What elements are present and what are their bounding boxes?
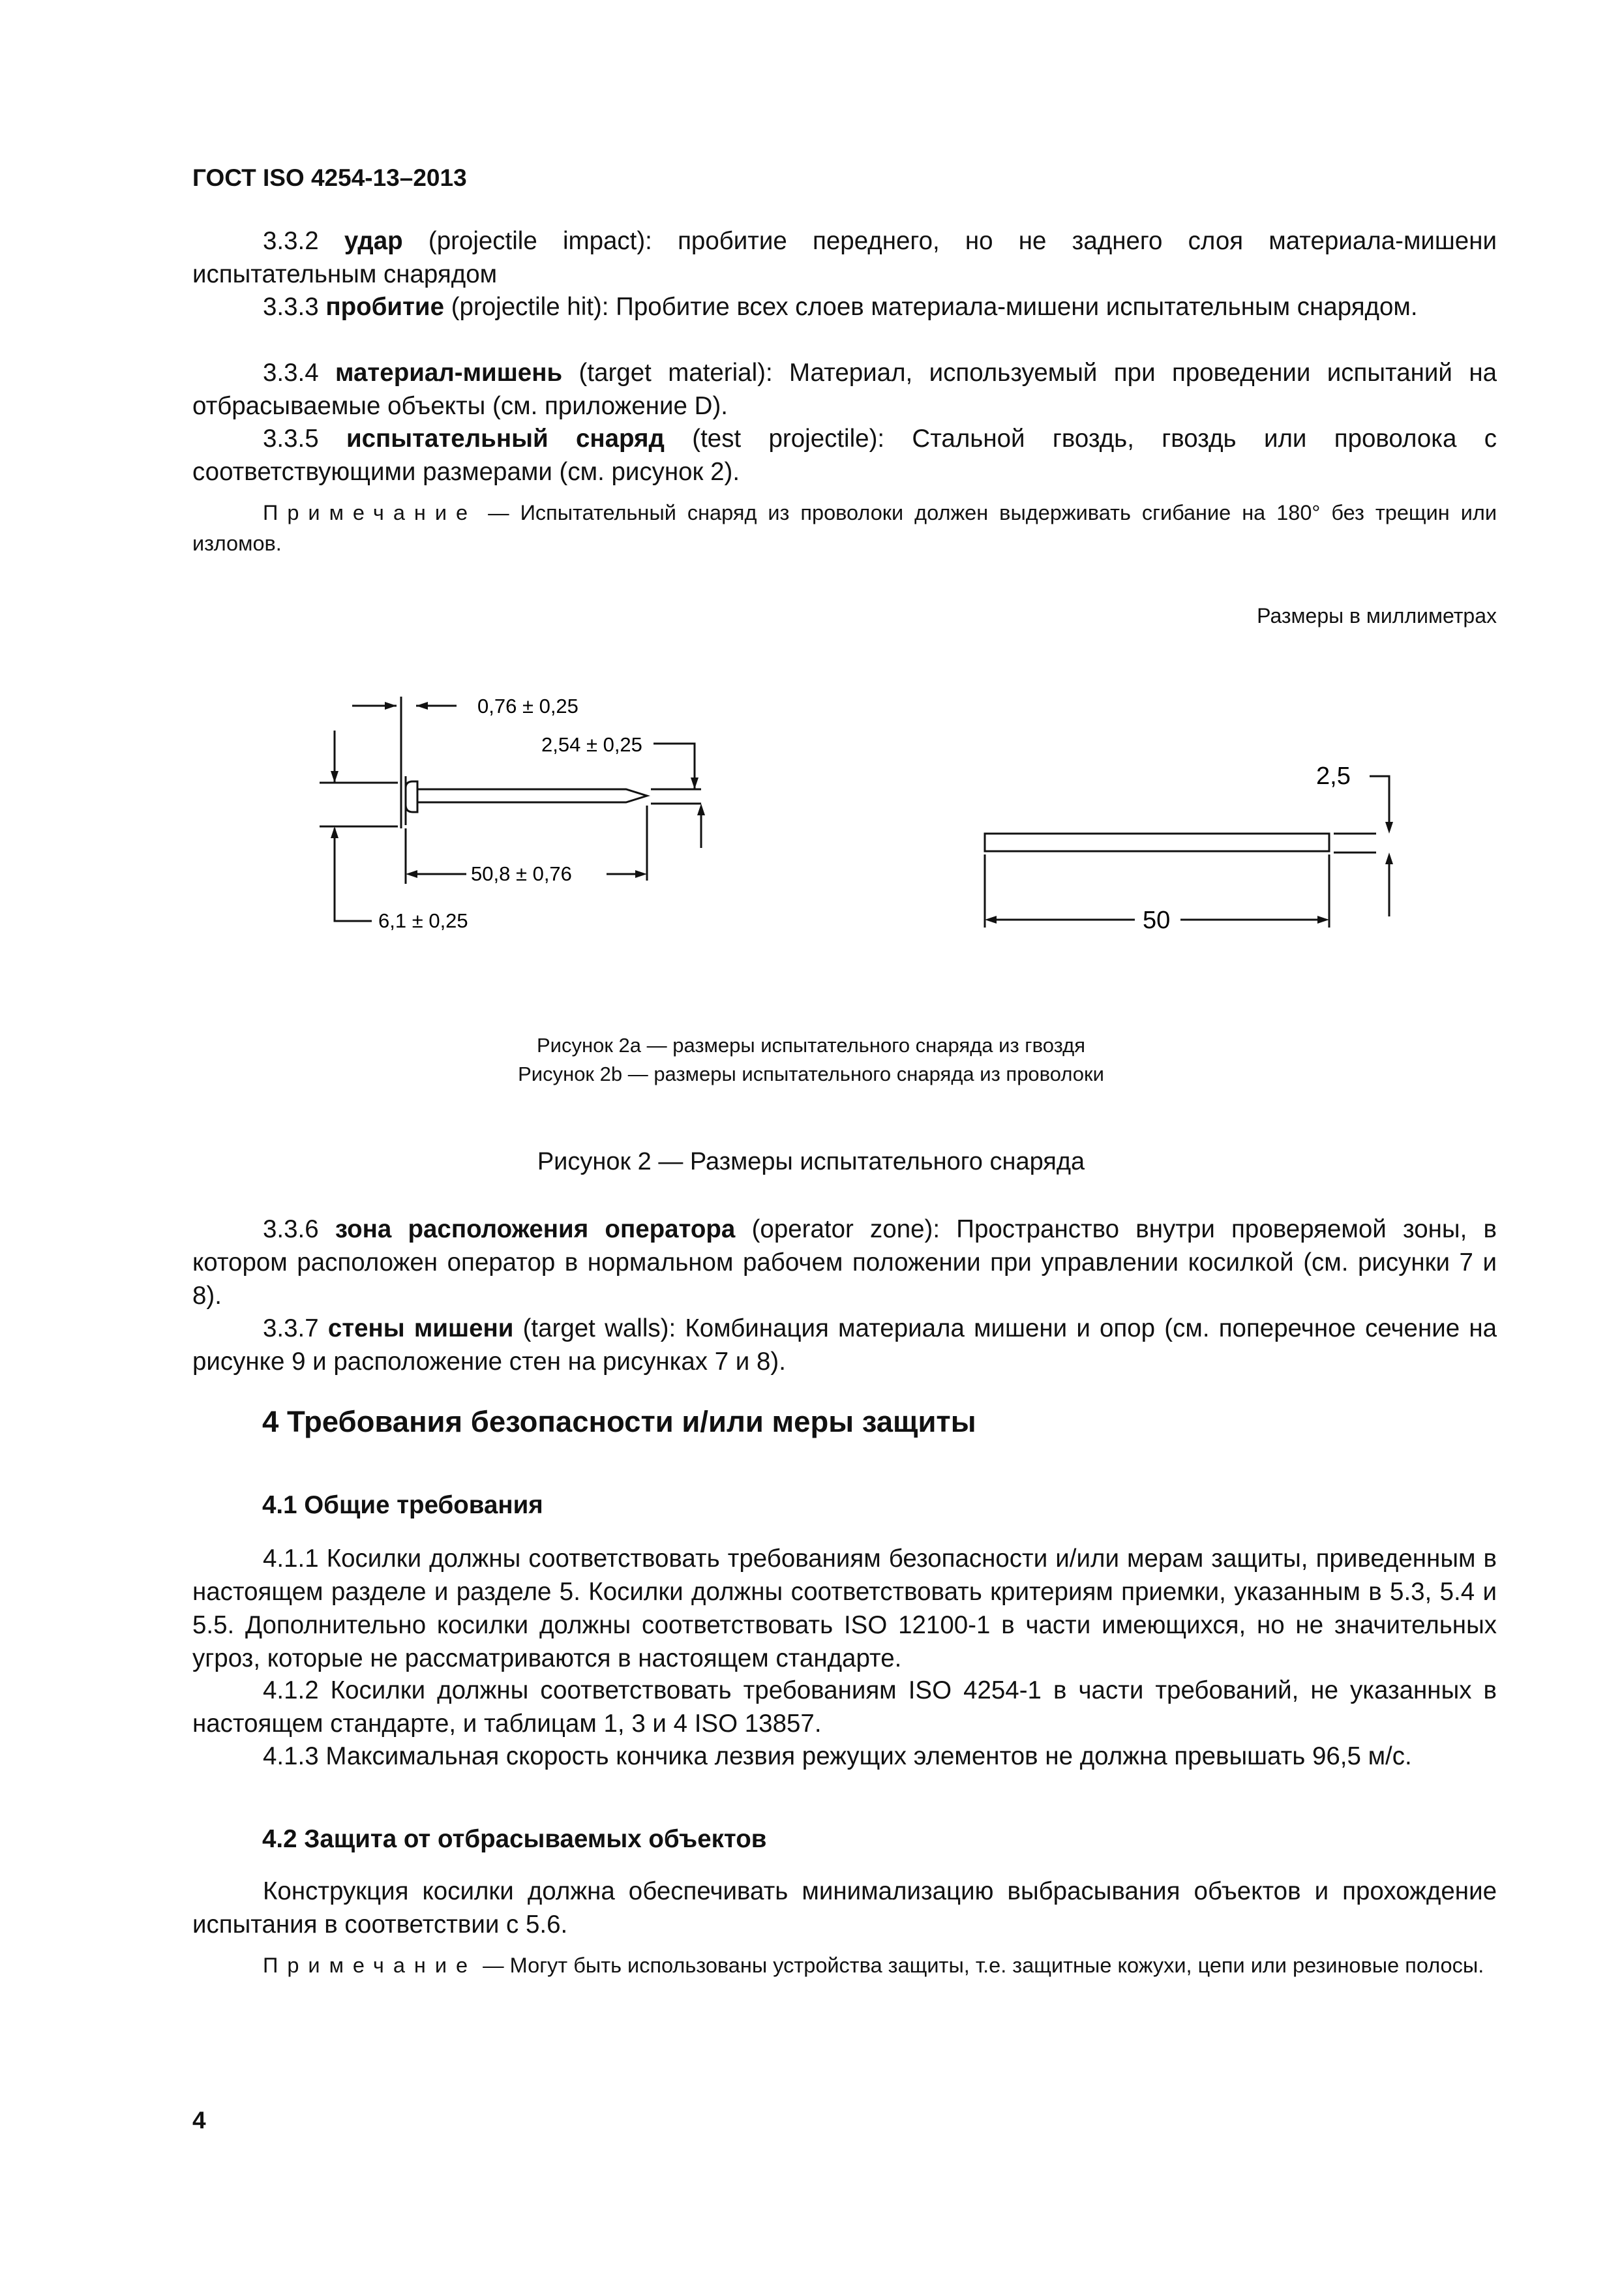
term-name: удар xyxy=(344,227,403,255)
term-paragraph: 3.3.4 материал-мишень (target material): Материал, используемый при проведении испытаний на отбрасываемые объекты (см. приложение D). xyxy=(192,359,1497,420)
section-heading: 4 Требования безопасности и/или меры защиты xyxy=(262,1405,976,1438)
paragraph: 4.1.3 Максимальная скорость кончика лезвия режущих элементов не должна превышать 96,5 м/с. xyxy=(263,1742,1412,1770)
paragraph: 4.1.2 Косилки должны соответствовать требованиям ISO 4254-1 в части требований, не указанных в настоящем стандарте, и таблицам 1, 3 и 4 ISO 13857. xyxy=(192,1676,1497,1738)
figure-caption: Рисунок 2 — Размеры испытательного снаряда xyxy=(537,1148,1085,1175)
term-paragraph: 3.3.7 стены мишени (target walls): Комбинация материала мишени и опор (см. поперечное сечение на рисунке 9 и расположение стен на рисунках 7 и 8). xyxy=(192,1314,1497,1376)
term-paragraph: 3.3.2 удар (projectile impact): пробитие переднего, но не заднего слоя материала-мишени испытательным снарядом xyxy=(192,227,1497,288)
dim-wire-length: 50 xyxy=(1143,907,1171,934)
caption-2b: Рисунок 2b — размеры испытательного снаряда из проволоки xyxy=(518,1063,1104,1085)
term-name: зона расположения оператора xyxy=(335,1215,736,1243)
term-name: стены мишени xyxy=(327,1314,514,1342)
term-name: пробитие xyxy=(325,293,445,321)
document-header: ГОСТ ISO 4254-13–2013 xyxy=(192,164,467,191)
note: Примечание — Могут быть использованы устройства защиты, т.е. защитные кожухи, цепи или резиновые полосы. xyxy=(263,1954,1484,1977)
dim-length: 50,8 ± 0,76 xyxy=(471,862,572,885)
subsection-heading: 4.1 Общие требования xyxy=(262,1491,543,1519)
term-name: материал-мишень xyxy=(335,359,563,387)
term-name: испытательный снаряд xyxy=(346,425,665,453)
note-label: Примечание xyxy=(263,501,477,524)
note: Примечание — Испытательный снаряд из проволоки должен выдерживать сгибание на 180° без трещин или изломов. xyxy=(192,501,1497,555)
term-paragraph: 3.3.6 зона расположения оператора (operator zone): Пространство внутри проверяемой зоны, в котором расположен оператор в нормальном рабочем положении при управлении косилкой (см. рисунки 7 и 8). xyxy=(192,1215,1497,1310)
page-number: 4 xyxy=(192,2107,206,2134)
figure-2a-nail-drawing xyxy=(320,678,750,939)
paragraph: Конструкция косилки должна обеспечивать минимализацию выбрасывания объектов и прохождение испытания в соответствии с 5.6. xyxy=(192,1877,1497,1939)
paragraph: 4.1.1 Косилки должны соответствовать требованиям безопасности и/или мерам защиты, приведенным в настоящем разделе и разделе 5. Косилки должны соответствовать критериям приемки, указанным в 5.3, 5.4 и 5.5. Дополнительно косилки должны соответствовать ISO 12100-1 в части имеющихся, но не значительных угроз, которые не рассматриваются в настоящем стандарте. xyxy=(192,1545,1497,1672)
caption-2a: Рисунок 2a — размеры испытательного снаряда из гвоздя xyxy=(536,1034,1086,1057)
figure-2b-wire-drawing xyxy=(972,744,1428,939)
dim-head: 6,1 ± 0,25 xyxy=(378,909,468,932)
term-paragraph: 3.3.3 пробитие (projectile hit): Пробитие всех слоев материала-мишени испытательным снарядом. xyxy=(263,293,1418,321)
dim-thickness: 2,5 xyxy=(1316,763,1351,790)
term-paragraph: 3.3.5 испытательный снаряд (test projectile): Стальной гвоздь, гвоздь или проволока с соответствующими размерами (см. рисунок 2). xyxy=(192,425,1497,486)
subsection-heading: 4.2 Защита от отбрасываемых объектов xyxy=(262,1825,767,1853)
dim-shank-diameter: 0,76 ± 0,25 xyxy=(477,695,578,718)
dim-point: 2,54 ± 0,25 xyxy=(541,733,642,756)
units-note: Размеры в миллиметрах xyxy=(1257,604,1497,627)
note-label: Примечание xyxy=(263,1954,477,1977)
